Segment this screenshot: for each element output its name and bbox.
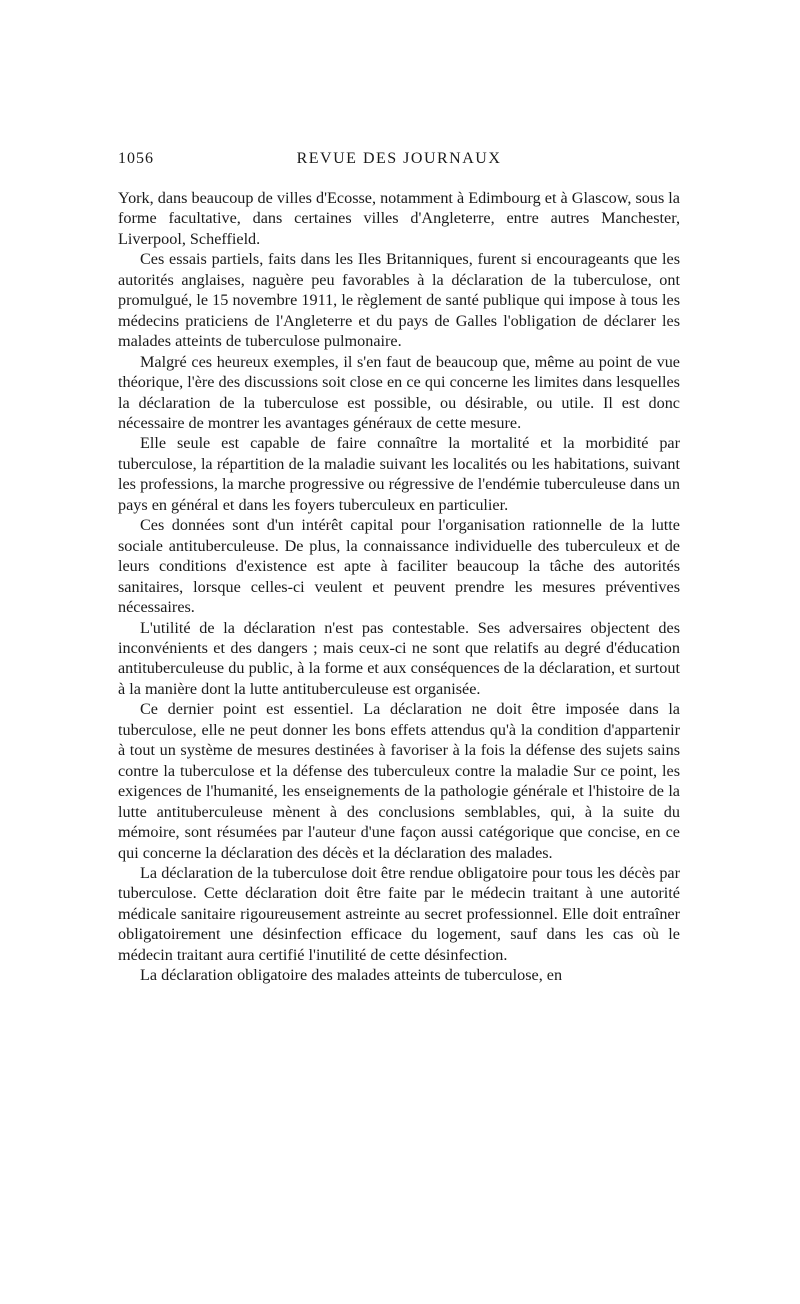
paragraph: L'utilité de la déclaration n'est pas contestable. Ses adversaires objectent des inconvénients et des dangers ; mais ceux-ci ne sont que relatifs au degré d'éducation antituberculeuse du public, à la forme et aux conséquences de la déclaration, et surtout à la manière dont la lutte antituberculeuse est organisée. [118,618,680,698]
article-body [118,188,680,986]
page-header [118,150,680,174]
paragraph: La déclaration de la tuberculose doit être rendue obligatoire pour tous les décès par tuberculose. Cette déclaration doit être faite par le médecin traitant à une autorité médicale sanitaire rigoureusement astreinte au secret professionnel. Elle doit entraîner obligatoirement une désinfection efficace du logement, sauf dans les cas où le médecin traitant aura certifié l'inutilité de cette désinfection. [118,863,680,964]
paragraph: Ces essais partiels, faits dans les Iles Britanniques, furent si encourageants que les autorités anglaises, naguère peu favorables à la déclaration de la tuberculose, ont promulgué, le 15 novembre 1911, le règlement de santé publique qui impose à tous les médecins praticiens de l'Angleterre et du pays de Galles l'obligation de déclarer les malades atteints de tuberculose pulmonaire. [118,250,680,351]
paragraph: York, dans beaucoup de villes d'Ecosse, notamment à Edimbourg et à Glascow, sous la forme facultative, dans certaines villes d'Angleterre, entre autres Manchester, Liverpool, Scheffield. [118,189,680,248]
paragraph: Ce dernier point est essentiel. La déclaration ne doit être imposée dans la tuberculose, elle ne peut donner les bons effets attendus qu'à la condition d'appartenir à tout un système de mesures destinées à favoriser à la fois la défense des sujets sains contre la tuberculose et la défense des tuberculeux contre la maladie Sur ce point, les exigences de l'humanité, les enseignements de la pathologie générale et l'histoire de la lutte antituberculeuse mènent à des conclusions semblables, qui, à la suite du mémoire, sont résumées par l'auteur d'une façon aussi catégorique que concise, en ce qui concerne la déclaration des décès et la déclaration des malades. [118,700,680,862]
page-number: 1056 [118,150,154,167]
running-title: REVUE DES JOURNAUX [296,150,502,167]
paragraph: Malgré ces heureux exemples, il s'en faut de beaucoup que, même au point de vue théorique, l'ère des discussions soit close en ce qui concerne les limites dans lesquelles la déclaration de la tuberculose est possible, ou désirable, ou utile. Il est donc nécessaire de montrer les avantages généraux de cette mesure. [118,352,680,432]
paragraph: La déclaration obligatoire des malades atteints de tuberculose, en [140,966,563,985]
paragraph: Ces données sont d'un intérêt capital pour l'organisation rationnelle de la lutte sociale antituberculeuse. De plus, la connaissance individuelle des tuberculeux et de leurs conditions d'existence est apte à faciliter beaucoup la tâche des autorités sanitaires, lorsque celles-ci veulent et peuvent prendre les mesures préventives nécessaires. [118,516,680,617]
paragraph: Elle seule est capable de faire connaître la mortalité et la morbidité par tuberculose, la répartition de la maladie suivant les localités ou les habitations, suivant les professions, la marche progressive ou régressive de l'endémie tuberculeuse dans un pays en général et dans les foyers tuberculeux en particulier. [118,434,680,514]
